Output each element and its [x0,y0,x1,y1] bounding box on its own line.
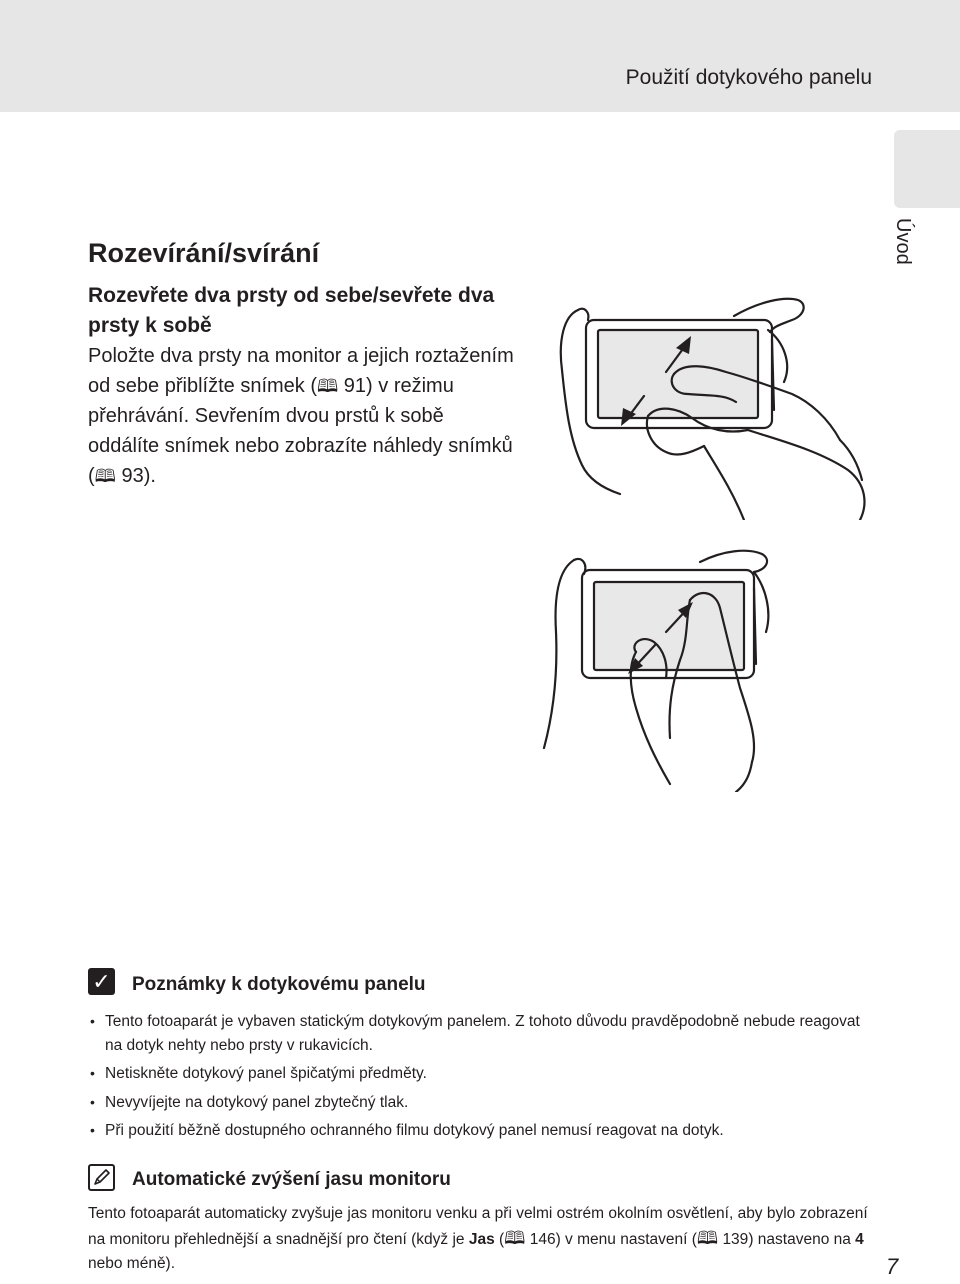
page-ref-1[interactable]: 91 [343,375,367,397]
body-part-1: Položte dva prsty na monitor a jejich roztažením od sebe přiblížte snímek ( [88,345,514,397]
body-part-2: ) v režimu přehrávání. Sevřením dvou prstů k sobě oddálíte snímek nebo zobrazíte náhledy snímků ( [88,375,513,487]
bullet-icon: • [90,1093,95,1110]
page-ref-2[interactable]: 93 [121,465,144,487]
notes-heading: Poznámky k dotykovému panelu [132,974,426,995]
checkmark-icon: ✓ [88,968,115,995]
page-ref-139[interactable]: 139 [722,1231,749,1248]
book-icon: 🕮 [696,1228,719,1248]
chapter-tab-label: Úvod [892,218,914,265]
page-ref-146[interactable]: 146 [529,1231,556,1248]
pencil-icon [88,1164,115,1191]
chapter-tab[interactable] [894,130,960,208]
body-part-3: ). [143,465,156,487]
brightness-value: 4 [855,1231,864,1248]
bullet-icon: • [90,1065,95,1081]
header-band [0,0,960,112]
pinch-in-illustration [540,548,780,792]
page-header-title: Použití dotykového panelu [625,66,872,89]
book-icon: 🕮 [317,376,339,396]
section-body [88,341,518,491]
jas-setting-name: Jas [468,1231,495,1248]
tip-heading: Automatické zvýšení jasu monitoru [132,1169,451,1190]
notes-list [88,1010,868,1148]
book-icon: 🕮 [504,1228,526,1248]
tip-text: Tento fotoaparát automaticky zvyšuje jas monitoru venku a při velmi ostrém okolním osvětlení, aby bylo zobrazení na monitoru přehlednější a snadnější pro čtení (když je Jas (🕮 146) v menu nastavení (🕮 139) nastaveno na 4 nebo méně). [88,1205,868,1272]
note-item: • Netiskněte dotykový panel špičatými předměty. [88,1062,868,1086]
page-number: 7 [886,1254,899,1279]
section-subheading: Rozevřete dva prsty od sebe/sevřete dva prsty k sobě [88,284,495,337]
note-item: • Tento fotoaparát je vybaven statickým dotykovým panelem. Z tohoto důvodu pravděpodobně nebude reagovat na dotyk nehty nebo prsty v rukavicích. [88,1010,868,1057]
bullet-icon: • [90,1013,95,1029]
section-title: Rozevírání/svírání [88,238,320,268]
note-item: • Nevyvíjejte na dotykový panel zbytečný tlak. [88,1091,868,1115]
book-icon: 🕮 [94,466,116,486]
note-item: • Při použití běžně dostupného ochranného filmu dotykový panel nemusí reagovat na dotyk. [88,1119,868,1143]
pinch-out-illustration [548,290,878,520]
bullet-icon: • [90,1122,95,1138]
